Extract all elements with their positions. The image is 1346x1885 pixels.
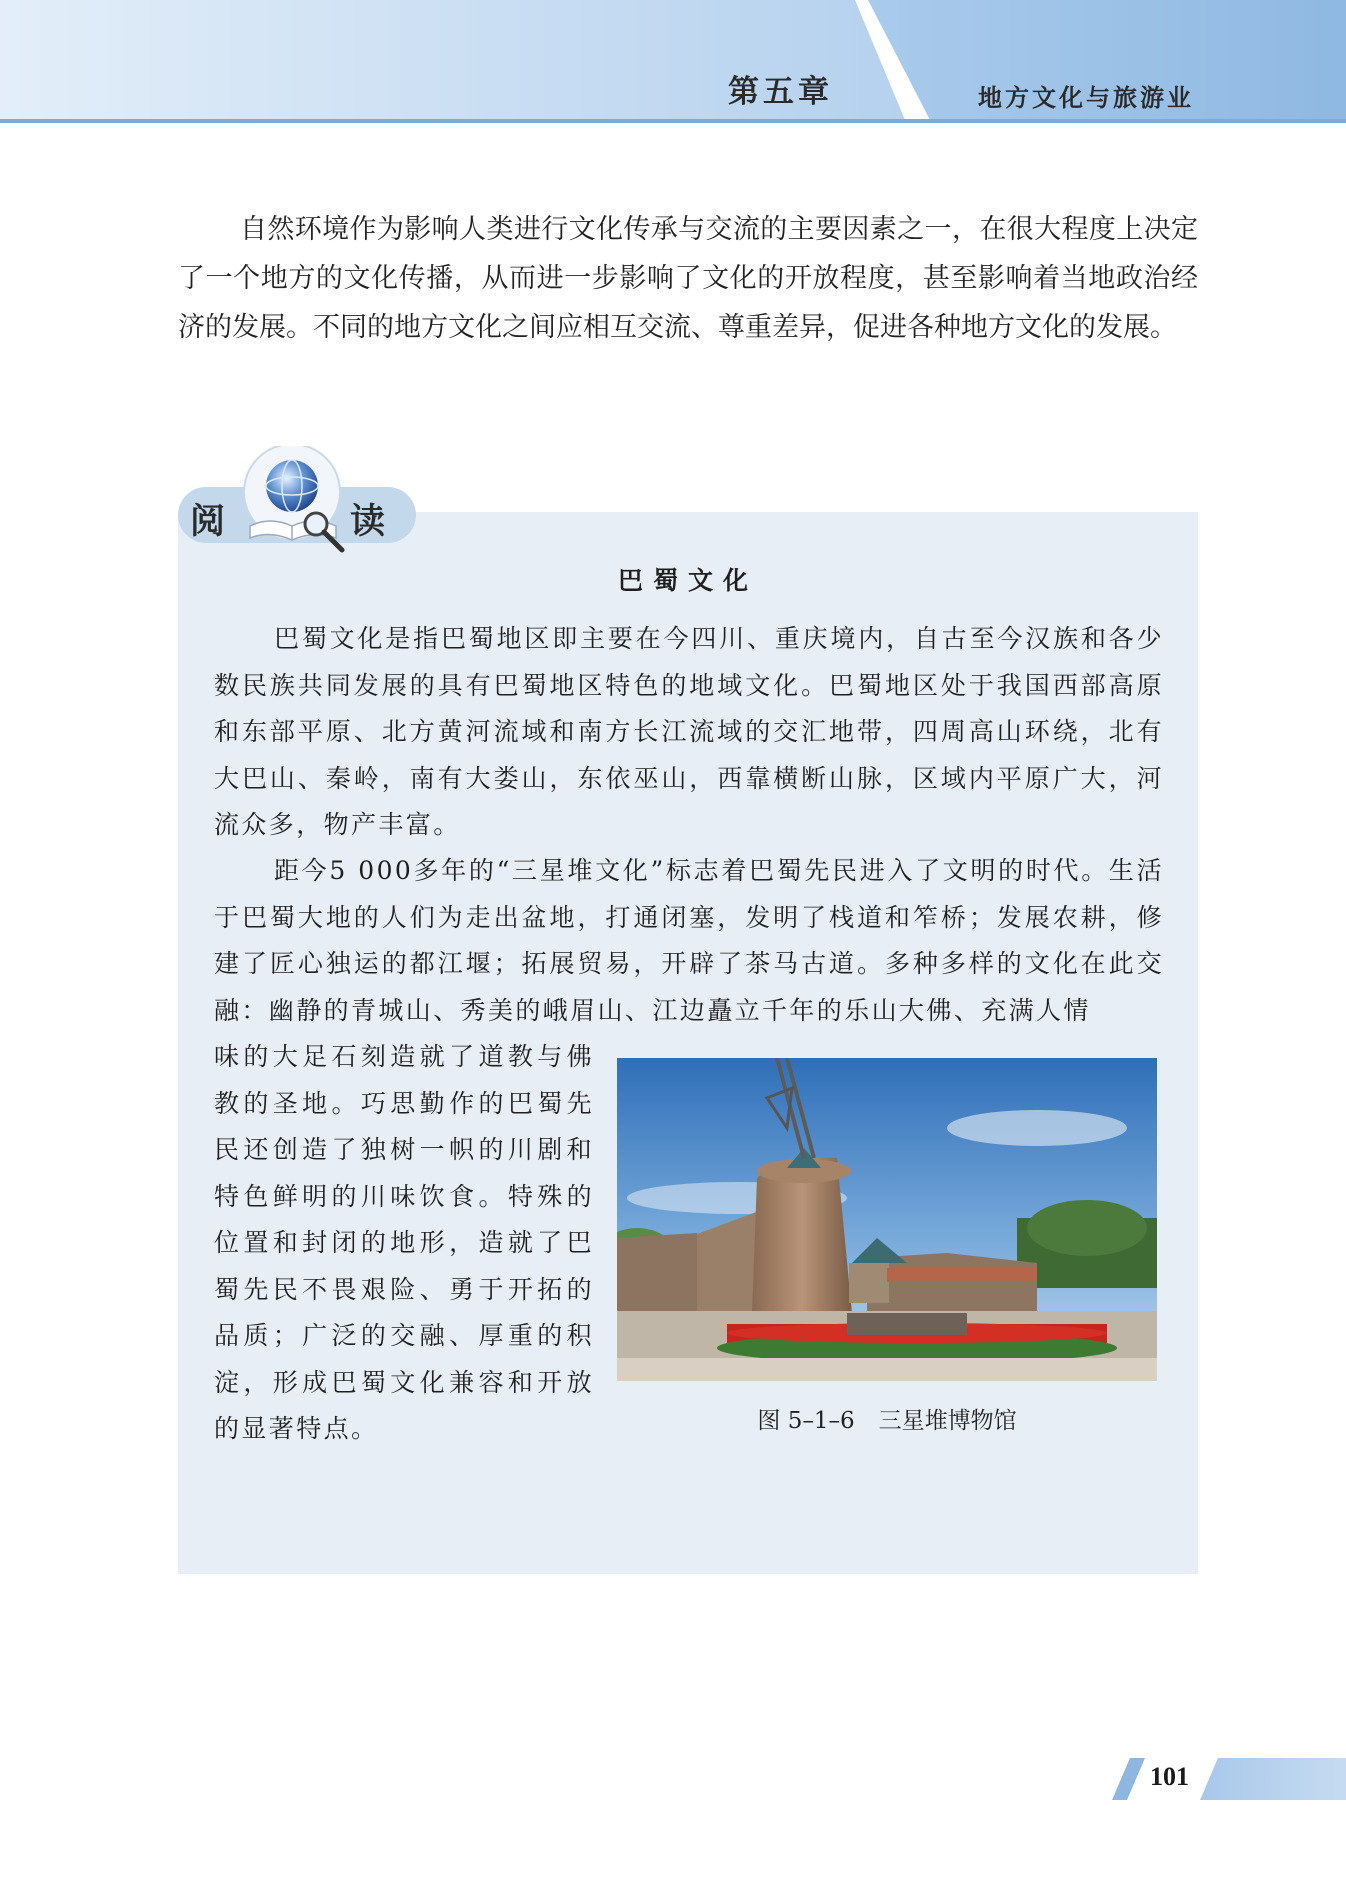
chapter-title: 地方文化与旅游业 [978, 84, 1194, 112]
intro-paragraph: 自然环境作为影响人类进行文化传承与交流的主要因素之一，在很大程度上决定了一个地方的文化传播，从而进一步影响了文化的开放程度，甚至影响着当地政治经济的发展。不同的地方文化之间应相互交流、尊重差异，促进各种地方文化的发展。 [178, 214, 1198, 343]
figure-caption [617, 1402, 1157, 1435]
chapter-header [0, 0, 1346, 130]
reading-title: 巴蜀文化 [617, 566, 758, 595]
reading-paragraph-2-continued: 味的大足石刻造就了道教与佛教的圣地。巧思勤作的巴蜀先民还创造了独树一帜的川剧和特色鲜明的川味饮食。特殊的位置和封闭的地形，造就了巴蜀先民不畏艰险、勇于开拓的品质；广泛的交融、厚重的积淀，形成巴蜀文化兼容和开放的显著特点。 [214, 1042, 594, 1443]
globe-book-magnifier-icon [240, 446, 360, 562]
page-number: 101 [1150, 1762, 1189, 1791]
reading-tab-left-char: 阅 [190, 502, 226, 542]
figure-caption-text: 三星堆博物馆 [878, 1408, 1017, 1434]
reading-paragraph-1: 巴蜀文化是指巴蜀地区即主要在今四川、重庆境内，自古至今汉族和各少数民族共同发展的具有巴蜀地区特色的地域文化。巴蜀地区处于我国西部高原和东部平原、北方黄河流域和南方长江流域的交汇地带，四周高山环绕，北有大巴山、秦岭，南有大娄山，东依巫山，西靠横断山脉，区域内平原广大，河流众多，物产丰富。 [214, 624, 1164, 839]
chapter-number: 第五章 [728, 74, 833, 110]
reading-paragraph-2: 距今5 000多年的“三星堆文化”标志着巴蜀先民进入了文明的时代。生活于巴蜀大地的人们为走出盆地，打通闭塞，发明了栈道和笮桥；发展农耕，修建了匠心独运的都江堰；拓展贸易，开辟了茶马古道。多种多样的文化在此交融：幽静的青城山、秀美的峨眉山、江边矗立千年的乐山大佛、充满人情 [214, 856, 1164, 1025]
sanxingdui-museum-photo [617, 1058, 1157, 1381]
reading-tab-right-char: 读 [350, 502, 386, 542]
figure-number: 图 5–1–6 [757, 1408, 855, 1434]
